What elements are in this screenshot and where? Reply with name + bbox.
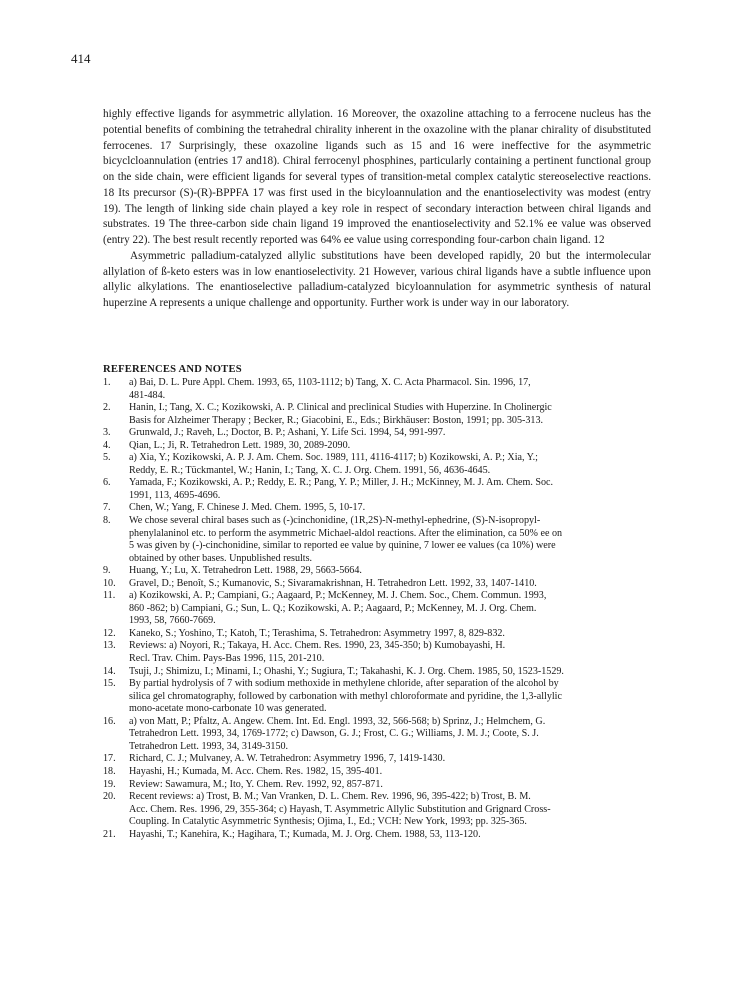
reference-line: Tetrahedron Lett. 1993, 34, 1769-1772; c) Dawson, G. J.; Frost, C. G.; Williams, J. M. J.; Coote, S. J. xyxy=(129,728,539,740)
reference-text xyxy=(129,377,651,402)
reference-item xyxy=(103,452,651,477)
reference-number: 20. xyxy=(103,791,116,803)
reference-text xyxy=(129,779,651,792)
reference-line: By partial hydrolysis of 7 with sodium methoxide in methylene chloride, after separation of the alcohol by xyxy=(129,678,559,690)
reference-text xyxy=(129,628,651,641)
reference-item xyxy=(103,515,651,565)
reference-number: 10. xyxy=(103,577,116,589)
reference-line: 1993, 58, 7660-7669. xyxy=(129,615,216,627)
reference-item xyxy=(103,578,651,591)
reference-item xyxy=(103,477,651,502)
reference-number: 6. xyxy=(103,477,111,489)
reference-text xyxy=(129,402,651,427)
reference-line: Review: Sawamura, M.; Ito, Y. Chem. Rev. 1992, 92, 857-871. xyxy=(129,778,383,790)
reference-text xyxy=(129,440,651,453)
reference-number: 11. xyxy=(103,590,116,602)
references-heading: REFERENCES AND NOTES xyxy=(103,364,242,375)
reference-line: Coupling. In Catalytic Asymmetric Synthesis; Ojima, I., Ed.; VCH: New York, 1993; pp. 325-365. xyxy=(129,816,527,828)
reference-number: 12. xyxy=(103,627,116,639)
reference-line: Hayashi, H.; Kumada, M. Acc. Chem. Res. 1982, 15, 395-401. xyxy=(129,765,383,777)
reference-number: 13. xyxy=(103,640,116,652)
reference-item xyxy=(103,427,651,440)
reference-text xyxy=(129,477,651,502)
reference-line: Recl. Trav. Chim. Pays-Bas 1996, 115, 201-210. xyxy=(129,653,325,665)
reference-number: 1. xyxy=(103,377,111,388)
reference-item xyxy=(103,640,651,665)
reference-line: a) Kozikowski, A. P.; Campiani, G.; Aagaard, P.; McKenney, M. J. Chem. Soc., Chem. Commun. 1993, xyxy=(129,590,547,602)
reference-line: Recent reviews: a) Trost, B. M.; Van Vranken, D. L. Chem. Rev. 1996, 96, 395-422; b) Trost, B. M. xyxy=(129,791,531,803)
reference-item xyxy=(103,716,651,754)
reference-text xyxy=(129,753,651,766)
reference-item xyxy=(103,753,651,766)
reference-item xyxy=(103,402,651,427)
reference-line: Acc. Chem. Res. 1996, 29, 355-364; c) Hayash, T. Asymmetric Allylic Substitution and Grignard Cross- xyxy=(129,803,551,815)
reference-item xyxy=(103,779,651,792)
reference-item xyxy=(103,829,651,842)
reference-number: 16. xyxy=(103,715,116,727)
reference-text xyxy=(129,590,651,628)
paragraph-2: Asymmetric palladium-catalyzed allylic substitutions have been developed rapidly, 20 but the intermolecular allylation of ß-keto esters was in low enantioselectivity. 21 However, various chiral ligands have a subtle influence upon allylic alkylations. The enantioselective palladium-catalyzed bicyloannulation for asymmetric synthesis of natural huperzine A represents a unique challenge and opportunity. Further work is under way in our laboratory. xyxy=(103,249,651,309)
reference-text xyxy=(129,578,651,591)
reference-line: Basis for Alzheimer Therapy ; Becker, R.; Giacobini, E., Eds.; Birkhäuser: Boston, 1991; pp. 305-313. xyxy=(129,414,544,426)
reference-item xyxy=(103,377,651,402)
reference-line: Hanin, I.; Tang, X. C.; Kozikowski, A. P. Clinical and preclinical Studies with Huperzine. In Cholinergic xyxy=(129,402,552,414)
reference-line: Kaneko, S.; Yoshino, T.; Katoh, T.; Terashima, S. Tetrahedron: Asymmetry 1997, 8, 829-832. xyxy=(129,627,505,639)
paragraph-1: highly effective ligands for asymmetric allylation. 16 Moreover, the oxazoline attaching to a ferrocene nucleus has the potential benefits of combining the tetrahedral chirality inherent in the oxazoline with the planar chirality of disubstituted ferrocenes. 17 Surprisingly, these oxazoline ligands such as 15 and 16 were ineffective for the asymmetric bicyclcloannulation (entries 17 and18). Chiral ferrocenyl phosphines, particularly containing a pertinent functional group on the side chain, were efficient ligands for several types of transition-metal complex catalytic stereoselective reactions. 18 Its precursor (S)-(R)-BPPFA 17 was first used in the bicyloannulation and the enantioselectivity was modest (entry 19). The length of linking side chain played a key role in respect of secondary interaction between chiral ligands and substrates. 19 The three-carbon side chain ligand 19 improved the enantioselectivity and 52.1% ee value was observed (entry 22). The best result recently reported was 64% ee value using corresponding four-carbon chain ligand. 12 xyxy=(103,108,651,246)
reference-line: a) Xia, Y.; Kozikowski, A. P. J. Am. Chem. Soc. 1989, 111, 4116-4117; b) Kozikowski, A. P.; Xia, Y.; xyxy=(129,452,538,464)
reference-line: Tsuji, J.; Shimizu, I.; Minami, I.; Ohashi, Y.; Sugiura, T.; Takahashi, K. J. Org. Chem. 1985, 50, 1523-1529. xyxy=(129,665,564,677)
reference-item xyxy=(103,590,651,628)
reference-line: Yamada, F.; Kozikowski, A. P.; Reddy, E. R.; Pang, Y. P.; Miller, J. H.; McKinney, M. J. Am. Chem. Soc. xyxy=(129,477,554,489)
reference-line: mono-acetate mono-carbonate 10 was generated. xyxy=(129,703,327,715)
reference-item xyxy=(103,666,651,679)
reference-item xyxy=(103,678,651,716)
reference-line: Gravel, D.; Benoît, S.; Kumanovic, S.; Sivaramakrishnan, H. Tetrahedron Lett. 1992, 33, 1407-1410. xyxy=(129,577,537,589)
reference-line: Chen, W.; Yang, F. Chinese J. Med. Chem. 1995, 5, 10-17. xyxy=(129,502,366,514)
reference-line: Huang, Y.; Lu, X. Tetrahedron Lett. 1988, 29, 5663-5664. xyxy=(129,565,362,577)
page-number: 414 xyxy=(71,51,91,66)
reference-line: 481-484. xyxy=(129,389,166,401)
reference-text xyxy=(129,766,651,779)
reference-number: 5. xyxy=(103,452,111,464)
reference-number: 3. xyxy=(103,427,111,439)
reference-item xyxy=(103,440,651,453)
reference-item xyxy=(103,502,651,515)
reference-text xyxy=(129,829,651,842)
reference-line: Richard, C. J.; Mulvaney, A. W. Tetrahedron: Asymmetry 1996, 7, 1419-1430. xyxy=(129,753,446,765)
reference-line: Hayashi, T.; Kanehira, K.; Hagihara, T.; Kumada, M. J. Org. Chem. 1988, 53, 113-120. xyxy=(129,828,481,840)
reference-number: 18. xyxy=(103,765,116,777)
reference-number: 7. xyxy=(103,502,111,514)
reference-number: 19. xyxy=(103,778,116,790)
reference-number: 4. xyxy=(103,439,111,451)
reference-line: 1991, 113, 4695-4696. xyxy=(129,489,221,501)
reference-text xyxy=(129,427,651,440)
reference-line: silica gel chromatography, followed by carbonation with methyl chloroformate and pyridine, the 1,3-allylic xyxy=(129,690,562,702)
reference-text xyxy=(129,666,651,679)
reference-text xyxy=(129,515,651,565)
reference-line: obtained by other bases. Unpublished results. xyxy=(129,552,313,564)
reference-line: 860 -862; b) Campiani, G.; Sun, L. Q.; Kozikowski, A. P.; Aagaard, P.; McKenney, M. J. Org. Chem. xyxy=(129,602,537,614)
reference-text xyxy=(129,565,651,578)
reference-item xyxy=(103,766,651,779)
reference-text xyxy=(129,502,651,515)
reference-text xyxy=(129,791,651,829)
reference-line: We chose several chiral bases such as (-)cinchonidine, (1R,2S)-N-methyl-ephedrine, (S)-N-isopropyl- xyxy=(129,515,541,527)
reference-line: Qian, L.; Ji, R. Tetrahedron Lett. 1989, 30, 2089-2090. xyxy=(129,439,351,451)
reference-item xyxy=(103,628,651,641)
reference-item xyxy=(103,791,651,829)
body-text xyxy=(103,107,651,312)
reference-number: 2. xyxy=(103,402,111,414)
reference-text xyxy=(129,716,651,754)
reference-line: 5 was given by (-)-cinchonidine, similar to reported ee value by quinine, 7 lower ee values (ca 10%) were xyxy=(129,540,556,552)
reference-line: Reviews: a) Noyori, R.; Takaya, H. Acc. Chem. Res. 1990, 23, 345-350; b) Kumobayashi, H. xyxy=(129,640,506,652)
reference-item xyxy=(103,565,651,578)
reference-line: phenylalaninol etc. to perform the asymmetric Michael-aldol reactions. After the elimination, ca 50% ee on xyxy=(129,527,563,539)
reference-line: Grunwald, J.; Raveh, L.; Doctor, B. P.; Ashani, Y. Life Sci. 1994, 54, 991-997. xyxy=(129,427,446,439)
reference-line: a) Bai, D. L. Pure Appl. Chem. 1993, 65, 1103-1112; b) Tang, X. C. Acta Pharmacol. Sin. 1996, 17, xyxy=(129,377,531,388)
reference-text xyxy=(129,452,651,477)
reference-number: 17. xyxy=(103,753,116,765)
reference-text xyxy=(129,640,651,665)
reference-text xyxy=(129,678,651,716)
references-list xyxy=(103,377,651,841)
reference-number: 21. xyxy=(103,828,116,840)
reference-number: 14. xyxy=(103,665,116,677)
reference-number: 8. xyxy=(103,515,111,527)
reference-line: a) von Matt, P.; Pfaltz, A. Angew. Chem. Int. Ed. Engl. 1993, 32, 566-568; b) Sprinz, J.; Helmchem, G. xyxy=(129,715,546,727)
reference-number: 15. xyxy=(103,678,116,690)
reference-line: Reddy, E. R.; Tückmantel, W.; Hanin, I.; Tang, X. C. J. Org. Chem. 1991, 56, 4636-4645. xyxy=(129,464,491,476)
reference-line: Tetrahedron Lett. 1993, 34, 3149-3150. xyxy=(129,740,289,752)
reference-number: 9. xyxy=(103,565,111,577)
